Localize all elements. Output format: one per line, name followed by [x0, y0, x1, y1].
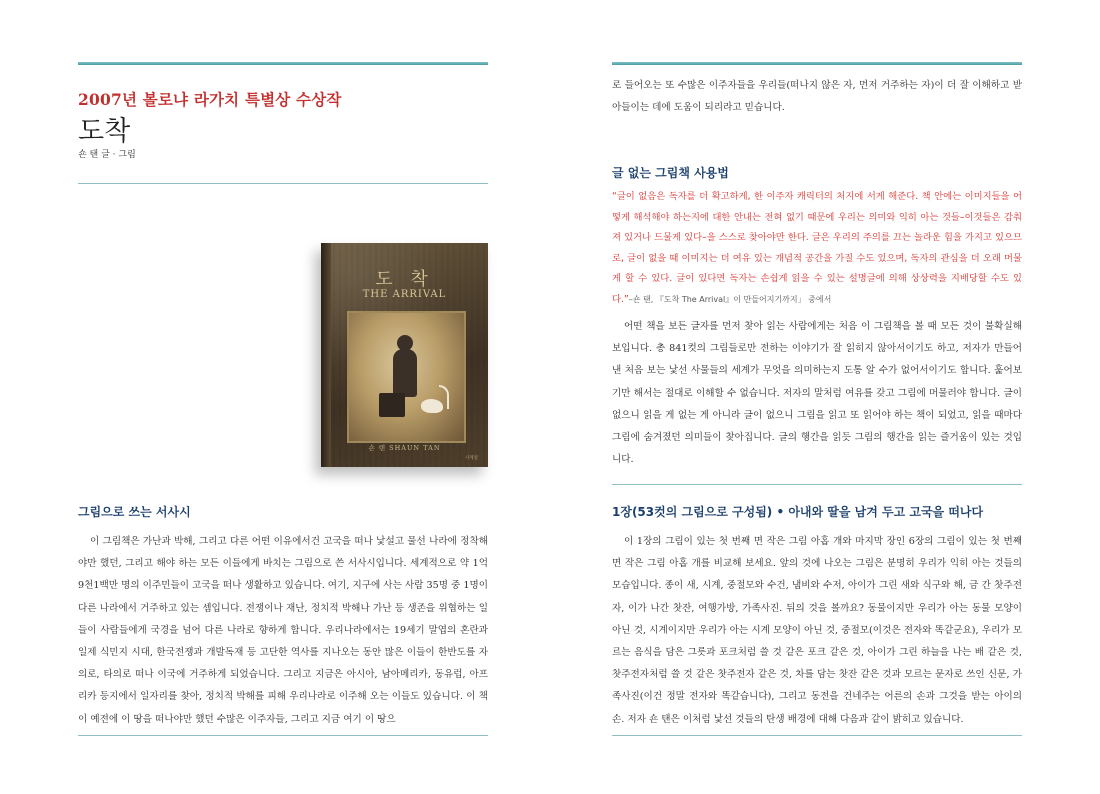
- author-quote: [612, 187, 1022, 311]
- book-cover-title-en: THE ARRIVAL: [362, 289, 447, 300]
- right-bottom-rule: [612, 735, 1022, 736]
- right-top-rule: [612, 62, 1022, 65]
- left-body-text: [78, 531, 488, 731]
- right-section2-body: [612, 531, 1022, 731]
- book-cover-author: 숀 탠 SHAUN TAN: [368, 444, 441, 452]
- right-continued-text: [612, 75, 1022, 119]
- book-cover-illustration: [347, 311, 466, 443]
- creature-tail: [439, 385, 449, 409]
- quote-source: –숀 탠, 『도착 The Arrival』이 만들어지기까지」 중에서: [628, 294, 832, 304]
- award-title: 2007년 볼로냐 라가치 특별상 수상작: [78, 90, 342, 109]
- book-cover-publisher: 사계절: [464, 456, 478, 461]
- left-paragraph-1: 이 그림책은 가난과 박해, 그리고 다른 어떤 이유에서건 고국을 떠나 낯설고 물선 나라에 정착해야만 했던, 그리고 해야 하는 모든 이들에게 바치는 그림으로 쓴 서사시입니다. 세계적으로 약 1억 9천1백만 명의 이주민들이 고국을 떠나 생활하고 있습니다. 여기, 지구에 사는 사람 35명 중 1명이 다른 나라에서 거주하고 있는 셈입니다. 전쟁이나 재난, 정치적 박해나 가난 등 생존을 위협하는 일들이 사람들에게 국경을 넘어 다른 나라로 향하게 합니다. 우리나라에서는 19세기 말엽의 혼란과 일제 식민지 시대, 한국전쟁과 개발독재 등 고단한 역사를 지나오는 동안 많은 이들이 한반도를 자의로, 타의로 떠나 이국에 거주하게 되었습니다. 그리고 지금은 아시아, 남아메리카, 동유럽, 아프리카 등지에서 일자리를 찾아, 정치적 박해를 피해 우리나라로 이주해 오는 이들도 있습니다. 이 책이 예전에 이 땅을 떠나야만 했던 수많은 이주자들, 그리고 지금 여기 이 땅으: [78, 536, 488, 725]
- continued-paragraph: 로 들어오는 또 수많은 이주자들을 우리들(떠나지 않은 자, 먼저 거주하는 자)이 더 잘 이해하고 받아들이는 데에 도움이 되리라고 믿습니다.: [612, 80, 1022, 114]
- quote-text: “글이 없음은 독자를 더 확고하게, 한 이주자 캐릭터의 처지에 서게 해준다. 책 안에는 이미지들을 어떻게 해석해야 하는지에 대한 안내는 전혀 없기 때문에 우리는 의미와 익히 아는 것들–이것들은 감춰져 있거나 드물게 있다–을 스스로 찾아야만 한다. 글은 우리의 주의를 끄는 놀라운 힘을 가지고 있으므로, 글이 없을 때 이미지는 더 여유 있는 개념적 공간을 가질 수도 있으며, 독자의 관심을 더 오래 머물게 할 수 있다. 글이 있다면 독자는 손쉽게 읽을 수 있는 설명글에 의해 상상력을 지배당할 수도 있다.”: [612, 191, 1022, 305]
- section1-paragraph: 어떤 책을 보든 글자를 먼저 찾아 읽는 사람에게는 처음 이 그림책을 볼 때 모든 것이 불확실해 보입니다. 총 841컷의 그림들로만 전하는 이야기가 잘 읽히지 않아서이기도 하고, 저자가 만들어낸 처음 보는 낯선 사물들의 세계가 무엇을 의미하는지 도통 알 수가 없어서이기도 합니다. 훑어보기만 해서는 절대로 이해할 수 없습니다. 저자의 말처럼 여유를 갖고 그림에 머물러야 합니다. 글이 없으니 읽을 게 없는 게 아니라 글이 없으니 그림을 읽고 또 읽어야 하는 책이 되었고, 읽을 때마다 그림에 숨겨졌던 의미들이 찾아집니다. 글의 행간을 읽듯 그림의 행간을 읽는 즐거움이 있는 것입니다.: [612, 321, 1022, 466]
- left-header-divider: [78, 183, 488, 184]
- section-heading-chapter1: 1장(53컷의 그림으로 구성됨) • 아내와 딸을 남겨 두고 고국을 떠나다: [612, 505, 984, 519]
- section-heading-wordless: 글 없는 그림책 사용법: [612, 166, 729, 180]
- left-bottom-rule: [78, 735, 488, 736]
- author-credit: 숀 탠 글 · 그림: [78, 150, 136, 160]
- suitcase: [379, 393, 405, 417]
- book-cover-title-ko: 도 착: [375, 269, 434, 290]
- left-top-rule: [78, 62, 488, 65]
- figure-body: [393, 349, 417, 397]
- right-section1-body: [612, 316, 1022, 471]
- section-heading-epic: 그림으로 쓰는 서사시: [78, 505, 191, 519]
- page-title: 도착: [78, 116, 131, 147]
- book-cover-image: [321, 243, 488, 467]
- section2-paragraph: 이 1장의 그림이 있는 첫 번째 면 작은 그림 아홉 개와 마지막 장인 6장의 그림이 있는 첫 번째 면 작은 그림 아홉 개를 비교해 보세요. 앞의 것에 나오는 그림은 분명히 우리가 익히 아는 것들의 모습입니다. 종이 새, 시계, 중절모와 수건, 냄비와 수저, 아이가 그린 새와 식구와 해, 금 간 찻주전자, 이가 나간 찻잔, 여행가방, 가족사진. 뒤의 것을 볼까요? 동물이지만 우리가 아는 동물 모양이 아닌 것, 시계이지만 우리가 아는 시계 모양이 아닌 것, 중절모(이것은 전자와 똑같군요), 우리가 모르는 음식을 담은 그릇과 포크처럼 쓸 것 같은 포크 같은 것, 아이가 그린 하늘을 나는 배 같은 것, 찻주전자처럼 쓸 것 같은 찻주전자 같은 것, 차를 담는 찻잔 같은 것과 모르는 문자로 쓰인 신문, 가족사진(이건 정말 전자와 똑같습니다), 그리고 동전을 건네주는 어른의 손과 그것을 받는 아이의 손. 저자 숀 탠은 이처럼 낯선 것들의 탄생 배경에 대해 다음과 같이 밝히고 있습니다.: [612, 536, 1022, 725]
- right-mid-divider: [612, 484, 1022, 485]
